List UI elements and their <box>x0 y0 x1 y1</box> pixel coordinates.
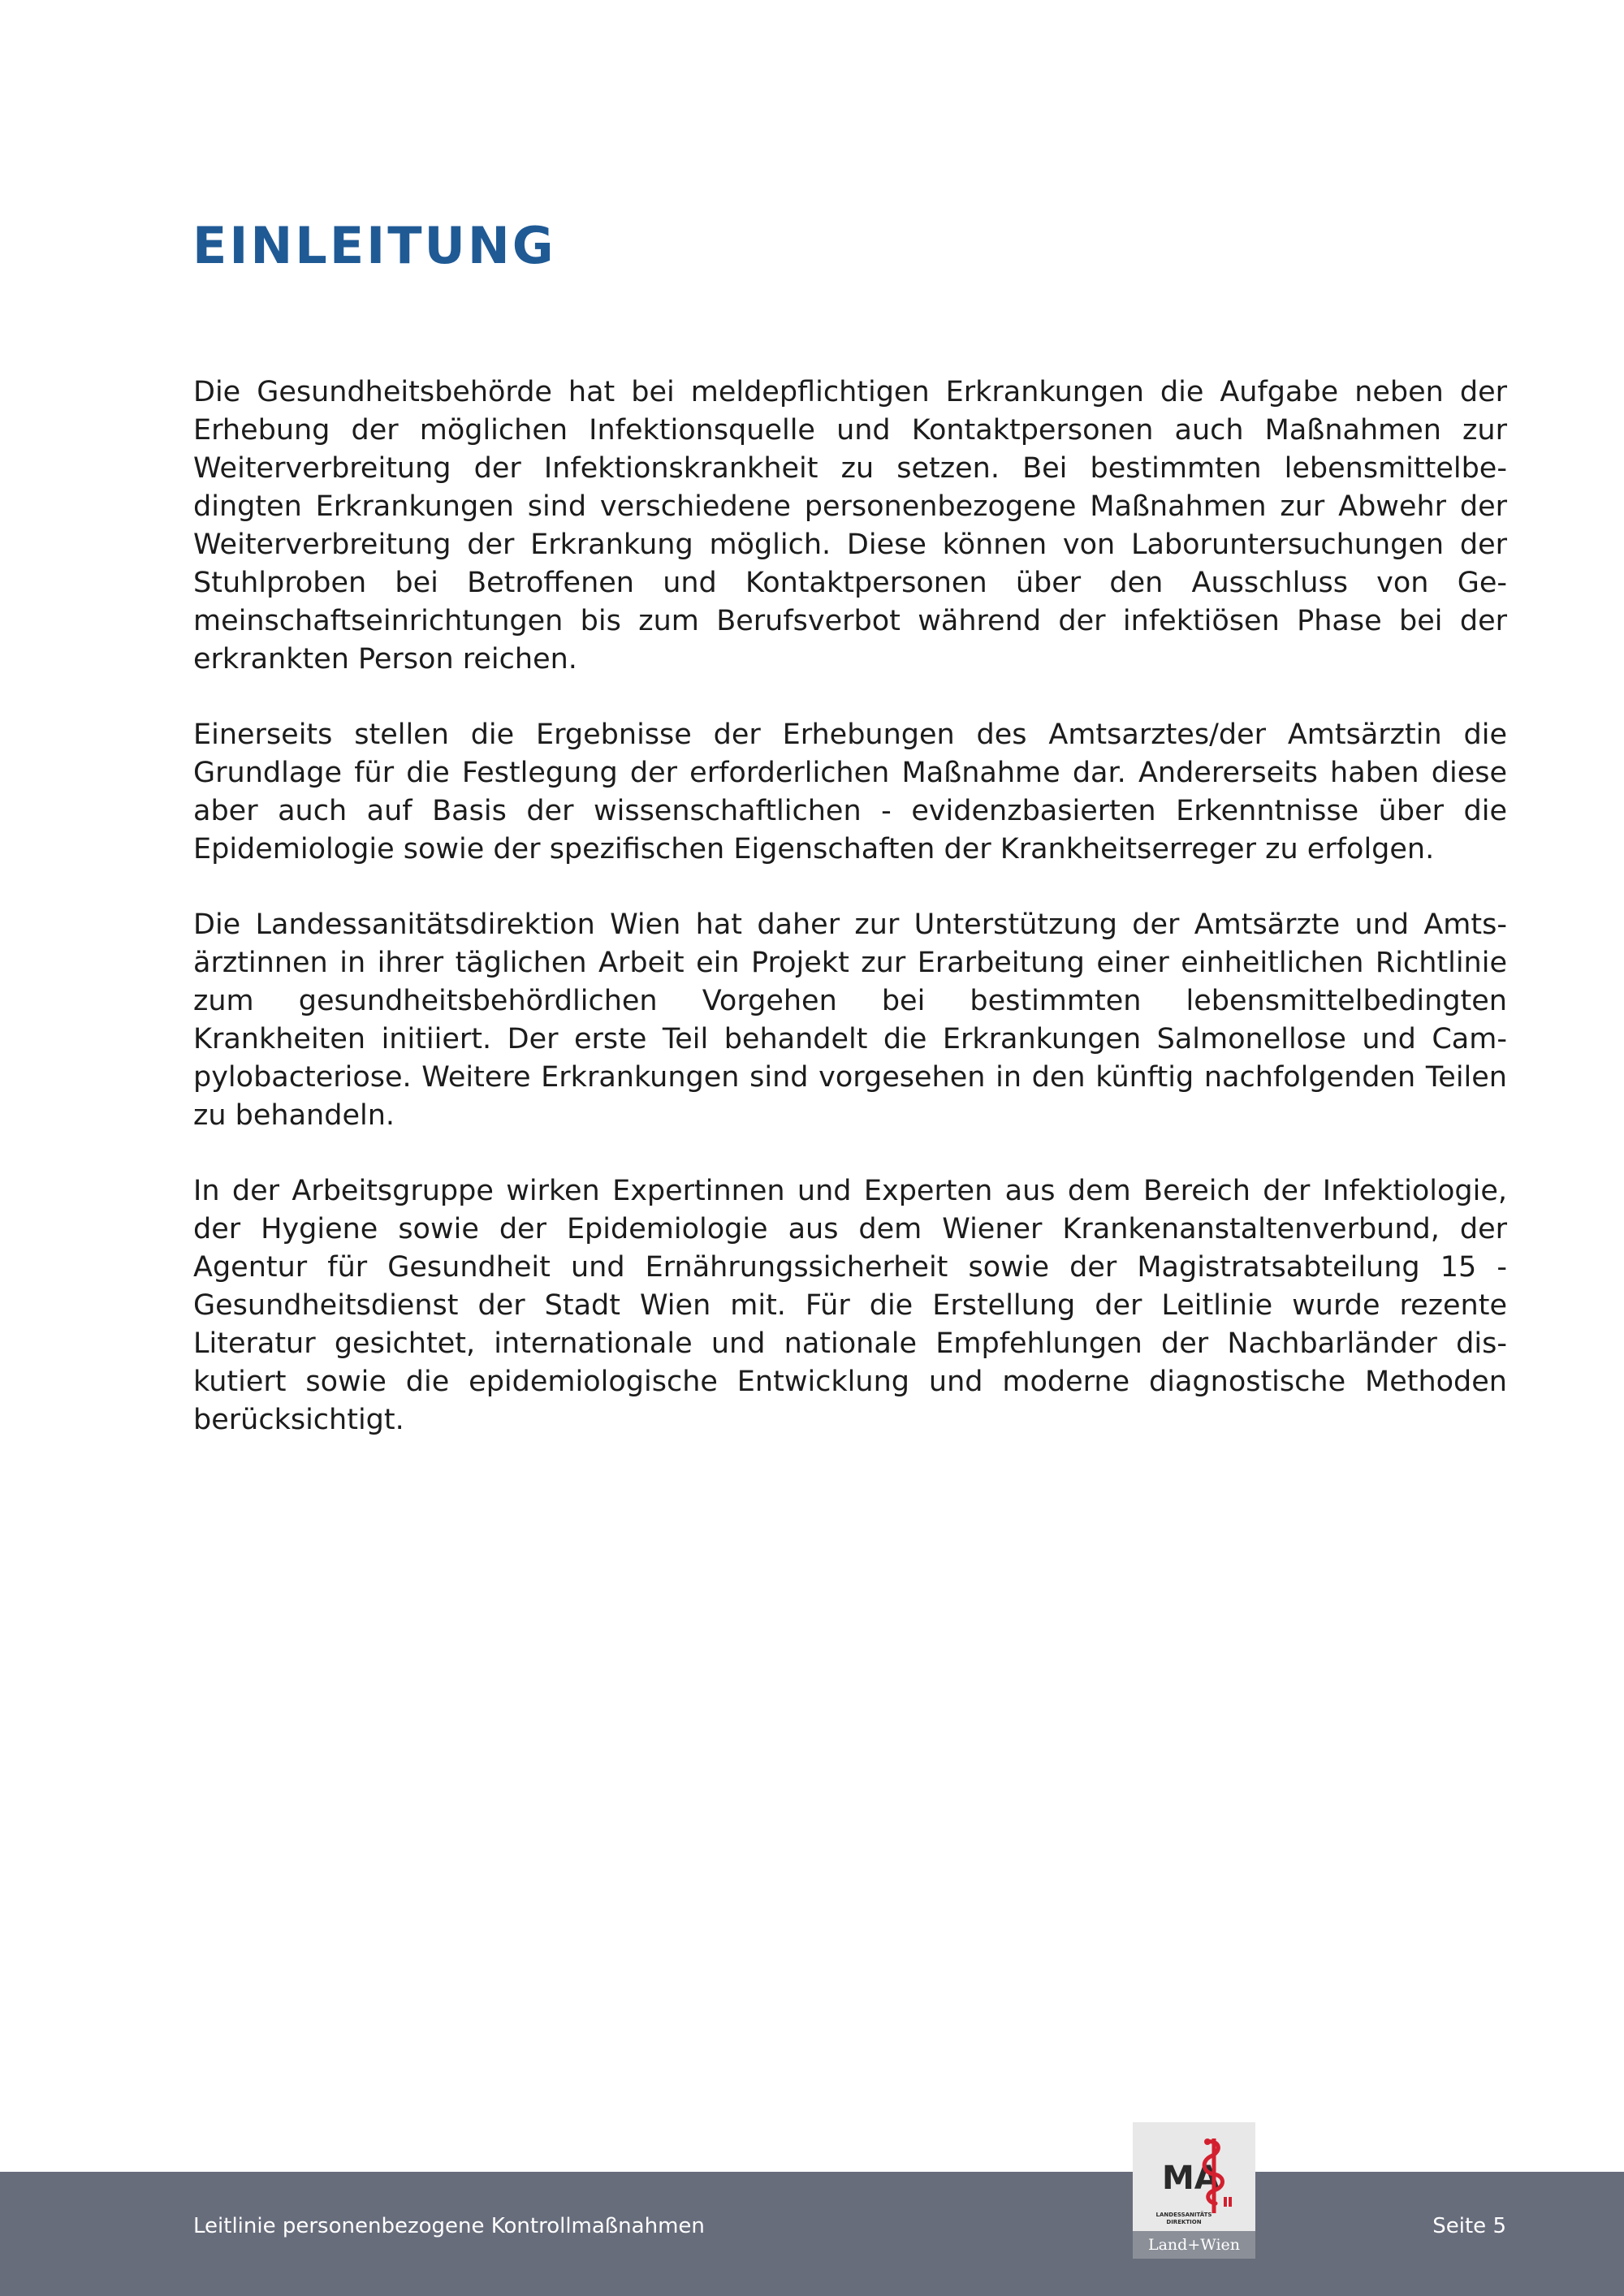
logo-band-text: Land+Wien <box>1133 2231 1255 2259</box>
aesculap-staff-icon <box>1133 2122 1255 2231</box>
logo-line-2: DIREKTION <box>1166 2219 1202 2225</box>
landessanitaetsdirektion-logo <box>1133 2122 1255 2259</box>
paragraph-1: Die Gesundheitsbehörde hat bei meldepflichtigen Erkrankungen die Aufgabe neben der Erhebung der möglichen Infektionsquelle und Kontaktpersonen auch Maßnahmen zur Weiterverbreitung der Infektionskrankheit zu setzen. Bei bestimmten lebensmittelbedingten Erkrankungen sind verschiedene personenbezogene Maßnahmen zur Abwehr der Weiterverbreitung der Erkrankung möglich. Diese können von Laboruntersuchungen der Stuhlproben bei Betroffenen und Kontaktpersonen über den Ausschluss von Gemeinschaftseinrichtungen bis zum Berufsverbot während der infektiösen Phase bei der erkrankten Person reichen. <box>193 376 1507 675</box>
paragraph-4: In der Arbeitsgruppe wirken Expertinnen und Experten aus dem Bereich der Infektiologie, der Hygiene sowie der Epidemiologie aus dem Wiener Krankenanstaltenverbund, der Agentur für Gesundheit und Ernährungssicherheit sowie der Magistratsabteilung 15 - Gesundheitsdienst der Stadt Wien mit. Für die Erstellung der Leitlinie wurde rezente Literatur gesichtet, internationale und nationale Empfehlungen der Nachbarländer diskutiert sowie die epidemiologische Entwicklung und moderne diagnostische Methoden berücksichtigt. <box>193 1175 1507 1436</box>
paragraph-3: Die Landessanitätsdirektion Wien hat daher zur Unterstützung der Amtsärzte und Amtsärztinnen in ihrer täglichen Arbeit ein Projekt zur Erarbeitung einer einheitlichen Richtlinie zum gesundheitsbehördlichen Vorgehen bei bestimmten lebensmittelbedingten Krankheiten initiiert. Der erste Teil behandelt die Erkrankungen Salmonellose und Campylobacteriose. Weitere Erkrankungen sind vorgesehen in den künftig nachfolgenden Teilen zu behandeln. <box>193 908 1507 1132</box>
logo-mark-text: MA <box>1162 2160 1220 2197</box>
paragraph-2: Einerseits stellen die Ergebnisse der Erhebungen des Amtsarztes/der Amtsärztin die Grundlage für die Festlegung der erforderlichen Maßnahme dar. Andererseits haben diese aber auch auf Basis der wissenschaftlichen - evidenzbasierten Erkenntnisse über die Epidemiologie sowie der spezifischen Eigenschaften der Krankheitserreger zu erfolgen. <box>193 719 1507 865</box>
body-text <box>193 373 1507 1477</box>
footer-title: Leitlinie personenbezogene Kontrollmaßnahmen <box>193 2214 705 2238</box>
page-heading: EINLEITUNG <box>192 216 556 275</box>
page-number: Seite 5 <box>1432 2214 1506 2238</box>
logo-line-1: LANDESSANITÄTS <box>1155 2212 1212 2218</box>
